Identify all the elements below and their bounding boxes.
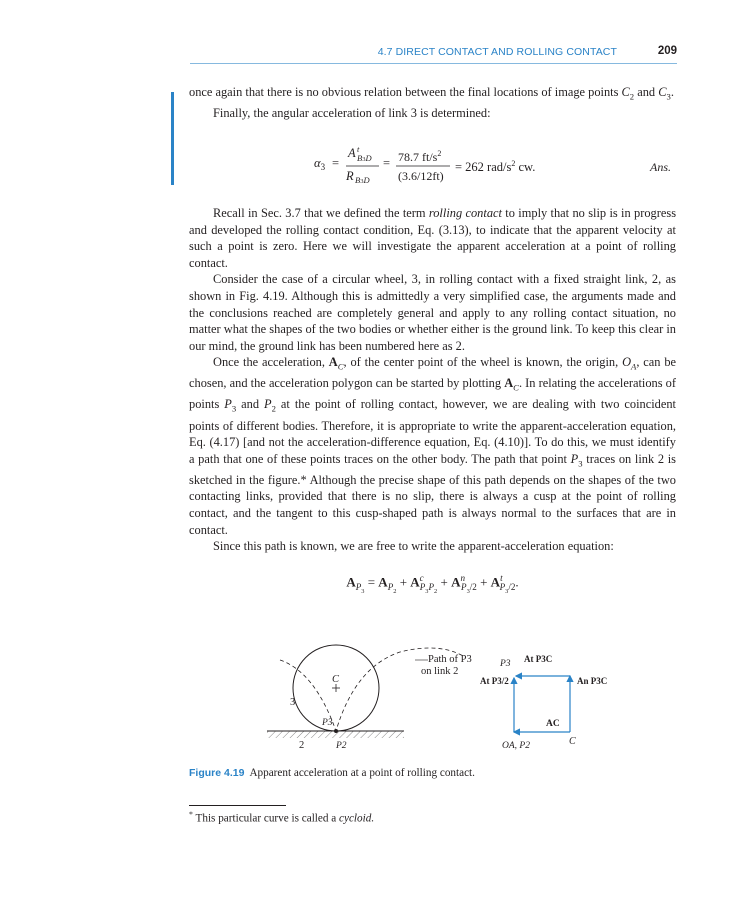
svg-text:B3D: B3D <box>357 153 372 163</box>
equation-apparent: $A_{P_3} = A_{P_2} + A^c_{P_3P_2} + A^n_{P_3/2} + A^t_{P_3/2}$. <box>346 573 519 595</box>
poly-label-oa-p2: OA, P2 <box>502 741 530 751</box>
paragraph-since: Since this path is known, we are free to write the apparent-acceleration equation: <box>213 539 614 554</box>
label-wheel-3: 3 <box>290 697 296 708</box>
svg-text:= 262 rad/s2 cw.: = 262 rad/$s^2$ cw. <box>455 159 536 174</box>
svg-text:78.7 ft/s2: 78.7 $ft/s^2$ <box>398 149 442 164</box>
svg-text:(3.6/12ft): (3.6/12ft) <box>398 169 444 183</box>
poly-label-at-p3-2: At P3/2 <box>480 676 509 686</box>
svg-text:Ans.: Ans. <box>650 160 671 174</box>
poly-label-c: C <box>569 736 576 747</box>
figure-caption <box>189 767 475 779</box>
svg-text:α3: $\alpha_3$ <box>314 156 326 172</box>
equation-alpha <box>314 144 676 188</box>
body-text <box>189 205 676 555</box>
label-path-of-p3: Path of P3 <box>428 654 472 665</box>
equation-alpha-svg <box>314 144 676 188</box>
paragraph-consider: Consider the case of a circular wheel, 3, in rolling contact with a fixed straight link, 2, as shown in Fig. 4.19. Although this is admittedly a very simplified case, the arguments made and the conclusions reached are completely general and apply to any rolling contact situation, no matter what the shapes of the two bodies or whether either is the ground link. To keep this clear in our mind, the ground link has been numbered here as 2. <box>189 272 676 353</box>
paragraph-finally: Finally, the angular acceleration of link 3 is determined: <box>213 106 491 121</box>
page-number: 209 <box>657 45 677 57</box>
caption-text: Apparent acceleration at a point of rolling contact. <box>249 767 475 779</box>
svg-text:=: = <box>332 156 340 170</box>
label-center-c: C <box>332 674 340 685</box>
svg-text:t: t <box>357 144 360 154</box>
label-on-link-2: on link 2 <box>421 666 459 677</box>
change-bar <box>171 92 174 185</box>
label-link-2: 2 <box>299 740 305 751</box>
svg-text:B3D: B3D <box>355 175 370 185</box>
footnote: * This particular curve is called a cycloid. <box>189 810 375 825</box>
contact-point <box>334 729 338 733</box>
paragraph-continuation: once again that there is no obvious relation between the final locations of image points $C_2$ and $C_3$. Finally, the angular acceleration of link 3 is determined: <box>189 84 676 122</box>
label-p2: P2 <box>336 741 347 751</box>
paragraph-once: Once the acceleration, $A_C$, of the center point of the wheel is known, the origin, $O_A$, can be chosen, and the acceleration polygon can be started by plotting $A_C$. In relating the accelerations of points $P_3$ and $P_2$ at the point of rolling contact, however, we are dealing with two coincident points of different bodies. Therefore, it is appropriate to write the apparent-acceleration equation, Eq. (4.17) [and not the acceleration-difference equation, Eq. (4.10)]. To do this, we must identify a path that one of these points traces on the other body. The path that point $P_3$ traces on link 2 is sketched in the figure.* Although the precise shape of this path depends on the shapes of the two contacting links, provided that there is no slip, there is always a cusp at the point of rolling contact, and the tangent to this cusp-shaped path is always normal to the surfaces that are in contact. <box>189 355 677 537</box>
poly-label-p3: P3 <box>500 659 511 669</box>
poly-label-ac: AC <box>546 719 560 729</box>
header-section-title: 4.7 DIRECT CONTACT AND ROLLING CONTACT <box>377 46 617 58</box>
svg-text:=: = <box>383 156 391 170</box>
svg-text:R: R <box>346 169 354 183</box>
caption-label: Figure 4.19 <box>189 767 245 779</box>
label-p3: P3 <box>322 718 333 728</box>
poly-label-at-p3c: At P3C <box>524 654 553 664</box>
svg-text:A: A <box>348 146 356 160</box>
running-header <box>190 43 677 64</box>
poly-label-an-p3c: An P3C <box>577 676 608 686</box>
paragraph-recall: Recall in Sec. 3.7 that we defined the term rolling contact to imply that no slip is in progress and developed the rolling contact condition, Eq. (3.13), to indicate that the apparent velocity at such a point is zero. Here we will investigate the apparent acceleration at a point of rolling contact. <box>189 206 677 270</box>
figure-4-19 <box>240 632 620 757</box>
footnote-rule <box>189 805 286 806</box>
